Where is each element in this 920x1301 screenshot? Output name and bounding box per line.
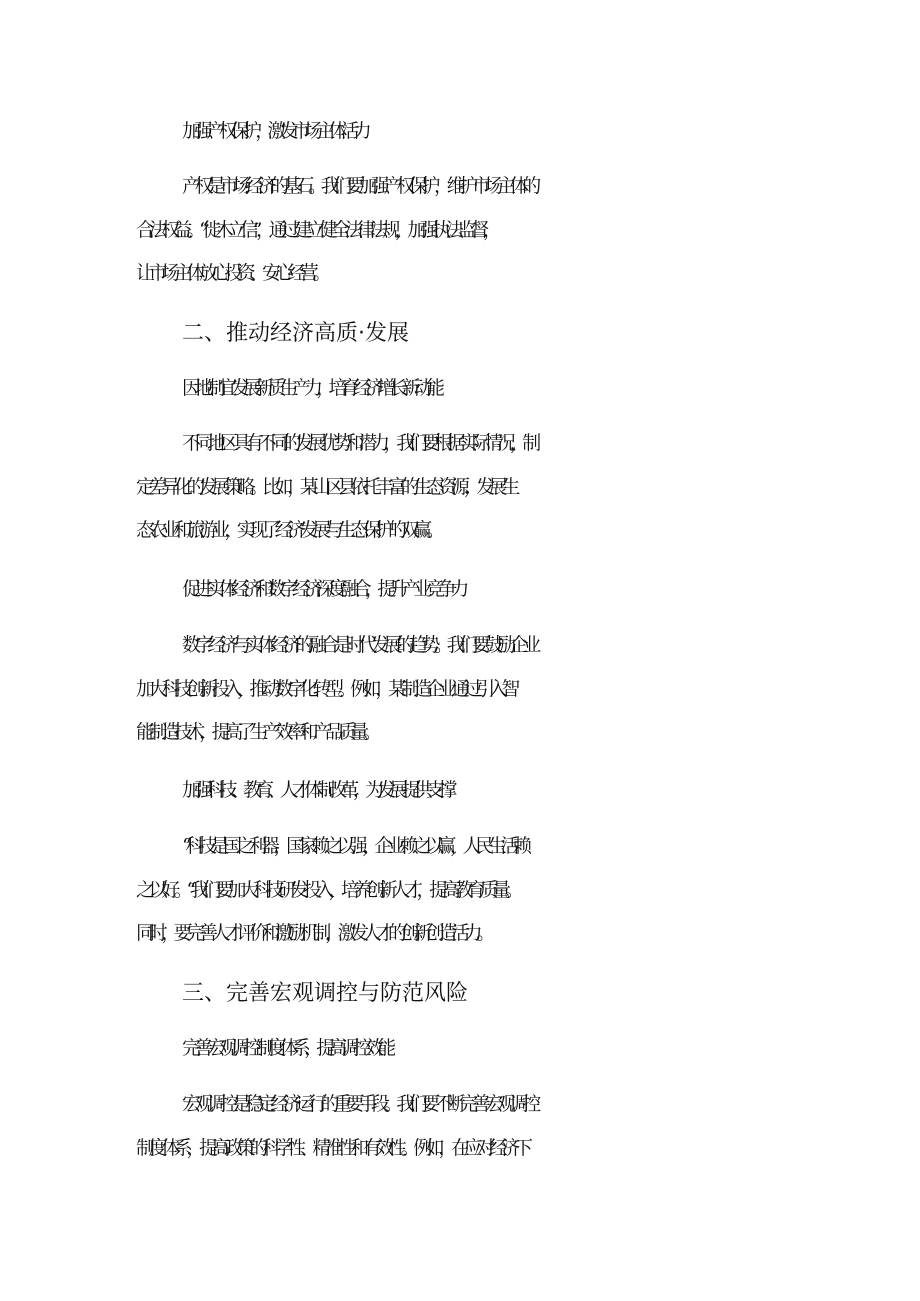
paragraph-line: 同时，要完善人才评价和激励机制，激发人才的创新创造活力。 xyxy=(136,922,489,944)
paragraph-line: 合法权益。“徙木立信”，通过建立健全法律法规，加强执法监督， xyxy=(136,218,496,241)
paragraph-line: 制度体系，提高政策的科学性、精准性和有效性。例如，在应对经济下 xyxy=(136,1136,527,1159)
paragraph-line: 让市场主体放心投资、安心经营。 xyxy=(136,262,326,284)
subheading: 完善宏观调控制度体系，提高调控效能 xyxy=(182,1037,390,1059)
paragraph-line: 定差异化的发展策略。比如，某山区县依托丰富的生态资源，发展生 xyxy=(136,475,515,498)
paragraph-line: 数字经济与实体经济的融合是时代发展的趋势。我们要鼓励企业 xyxy=(182,634,535,656)
paragraph-line: 宏观调控是稳定经济运行的重要手段。我们要不断完善宏观调控 xyxy=(182,1093,535,1115)
paragraph-line: 不同地区具有不同的发展优势和潜力，我们要根据实际情况，制 xyxy=(182,432,535,454)
paragraph xyxy=(0,165,920,296)
subheading: 加强产权保护，激发市场主体活力 xyxy=(182,120,366,142)
paragraph xyxy=(0,422,920,553)
paragraph-line: 产权是市场经济的基石。我们要加强产权保护，维护市场主体的 xyxy=(182,175,535,197)
paragraph-line: 态农业和旅游业，实现了经济发展与生态保护的双赢。 xyxy=(136,519,439,541)
section-heading: 二、推动经济高质·发展 xyxy=(182,321,409,346)
paragraph-line: 能制造技术，提高了生产效率和产品质量。 xyxy=(136,721,376,743)
subheading: 加强科技、教育、人才体制改革，为发展提供支撑 xyxy=(182,779,451,801)
subheading: 促进实体经济和数字经济深度融合，提升产业竞争力 xyxy=(182,578,463,600)
section-heading: 三、完善宏观调控与防范风险 xyxy=(182,981,469,1006)
subheading: 因地制宜发展新质生产力，培育经济增长新动能 xyxy=(182,377,439,399)
paragraph-line: 之以好。“我们要加大科技研发投入，培养创新人才，提高教育质量。 xyxy=(136,878,518,901)
paragraph xyxy=(0,825,920,956)
paragraph-line: “科技是国之利器，国家赖之以强，企业赖之以赢，人民生活赖 xyxy=(182,835,526,857)
paragraph xyxy=(0,1083,920,1170)
paragraph-line: 加大科技创新投入，推动数字化转型。例如，某制造企业通过引入智 xyxy=(136,677,515,700)
paragraph xyxy=(0,624,920,755)
